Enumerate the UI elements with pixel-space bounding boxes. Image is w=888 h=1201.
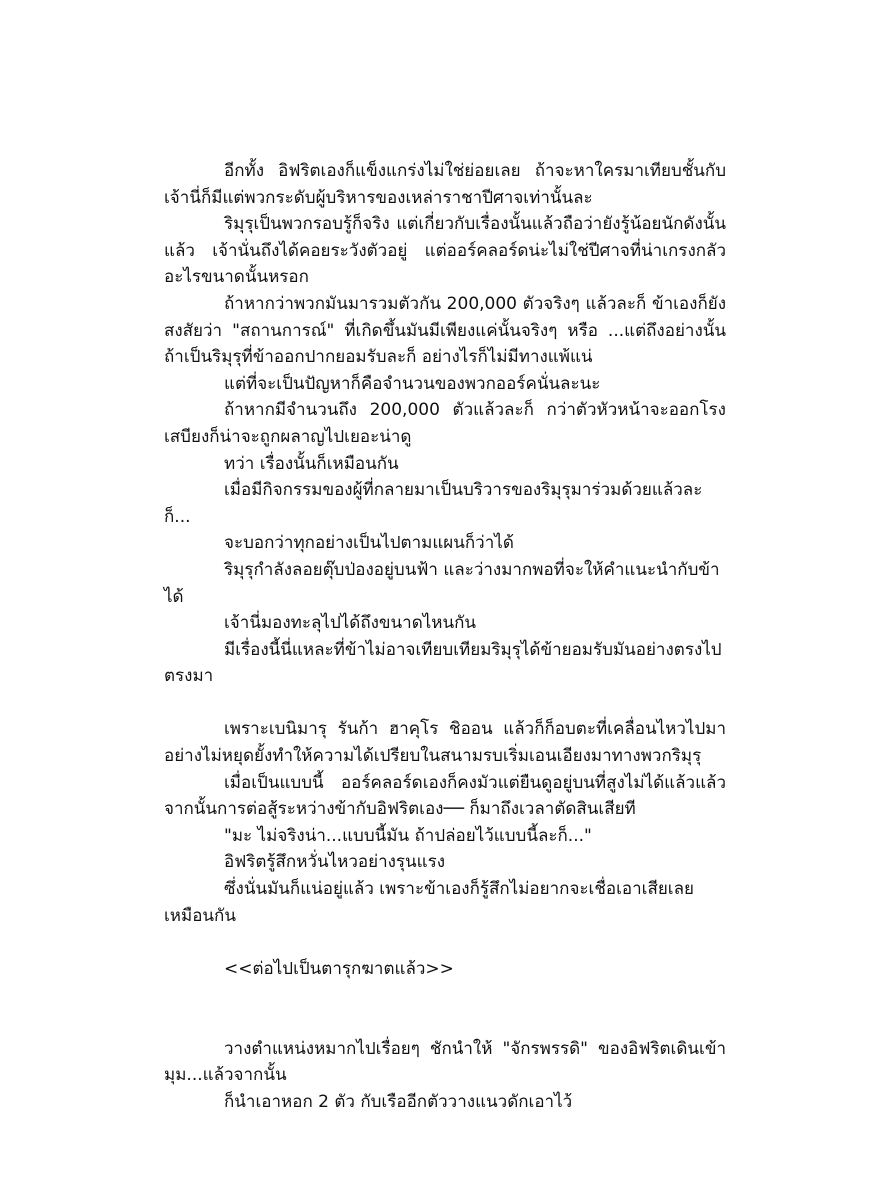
paragraph-3: ถ้าหากว่าพวกมันมารวมตัวกัน 200,000 ตัวจริงๆ แล้วละก็ ข้าเองก็ยังสงสัยว่า "สถานการณ์" ที่เกิดขึ้นมันมีเพียงแค่นั้นจริงๆ หรือ ...แต่ถึงอย่างนั้นถ้าเป็นริมุรุที่ข้าออกปากยอมรับละก็ อย่างไรก็ไม่มีทางแพ้แน่ [164, 293, 726, 368]
paragraph-5: ถ้าหากมีจำนวนถึง 200,000 ตัวแล้วละก็ กว่าตัวหัวหน้าจะออกโรงเสบียงก็น่าจะถูกผลาญไปเยอะน่าดู [164, 400, 726, 447]
paragraph-15: อิฟริตรู้สึกหวั่นไหวอย่างรุนแรง [224, 852, 446, 873]
paragraph-12: เพราะเบนิมารุ รันก้า ฮาคุโร ชิออน แล้วก็ก็อบตะที่เคลื่อนไหวไปมาอย่างไม่หยุดยั้งทำให้ความได้เปรียบในสนามรบเริ่มเอนเอียงมาทางพวกริมุรุ [164, 719, 726, 767]
blank-line [164, 982, 726, 1009]
paragraph-2: ริมุรุเป็นพวกรอบรู้ก็จริง แต่เกี่ยวกับเรื่องนั้นแล้วถือว่ายังรู้น้อยนักดังนั้นแล้ว เจ้านั่นถึงได้คอยระวังตัวอยู่ แต่ออร์คลอร์ดน่ะไม่ใช่ปีศาจที่น่าเกรงกลัวอะไรขนาดนั้นหรอก [164, 214, 726, 288]
body-text [164, 158, 726, 1115]
paragraph-13: เมื่อเป็นแบบนี้ ออร์คลอร์ดเองก็คงมัวแต่ยืนดูอยู่บนที่สูงไม่ได้แล้วแล้วจากนั้นการต่อสู้ระหว่างข้ากับอิฟริตเอง── ก็มาถึงเวลาตัดสินเสียที [164, 772, 726, 820]
paragraph-18: ก็นำเอาหอก 2 ตัว กับเรืออีกตัววางแนวดักเอาไว้ [224, 1091, 573, 1112]
paragraph-17: วางตำแหน่งหมากไปเรื่อยๆ ชักนำให้ "จักรพรรดิ" ของอิฟริตเดินเข้ามุม...แล้วจากนั้น [164, 1038, 726, 1086]
paragraph-6: ทว่า เรื่องนั้นก็เหมือนกัน [224, 453, 399, 474]
paragraph-4: แต่ที่จะเป็นปัญหาก็คือจำนวนของพวกออร์คนั่นละนะ [224, 373, 601, 394]
paragraph-14: "มะ ไม่จริงน่า...แบบนี้มัน ถ้าปล่อยไว้แบบนี้ละก็..." [224, 825, 592, 846]
paragraph-1: อีกทั้ง อิฟริตเองก็แข็งแกร่งไม่ใช่ย่อยเลย ถ้าจะหาใครมาเทียบชั้นกับเจ้านี่ก็มีแต่พวกระดับผู้บริหารของเหล่าราชาปีศาจเท่านั้นละ [164, 161, 726, 208]
section-break: <<ต่อไปเป็นตารุกฆาตแล้ว>> [224, 958, 454, 979]
paragraph-8: จะบอกว่าทุกอย่างเป็นไปตามแผนก็ว่าได้ [224, 533, 514, 554]
paragraph-16: ซึ่งนั่นมันก็แน่อยู่แล้ว เพราะข้าเองก็รู้สึกไม่อยากจะเชื่อเอาเสียเลยเหมือนกัน [164, 879, 694, 926]
blank-line [164, 929, 726, 956]
blank-line [164, 1009, 726, 1036]
paragraph-7: เมื่อมีกิจกรรมของผู้ที่กลายมาเป็นบริวารของริมุรุมาร่วมด้วยแล้วละก็... [164, 480, 703, 527]
paragraph-11: มีเรื่องนี้นี่แหละที่ข้าไม่อาจเทียบเทียมริมุรุได้ข้ายอมรับมันอย่างตรงไปตรงมา [164, 639, 722, 687]
paragraph-10: เจ้านี่มองทะลุไปได้ถึงขนาดไหนกัน [224, 613, 477, 634]
paragraph-9: ริมุรุกำลังลอยตุ๊บป่องอยู่บนฟ้า และว่างมากพอที่จะให้คำแนะนำกับข้าได้ [164, 559, 720, 607]
blank-line [164, 690, 726, 717]
